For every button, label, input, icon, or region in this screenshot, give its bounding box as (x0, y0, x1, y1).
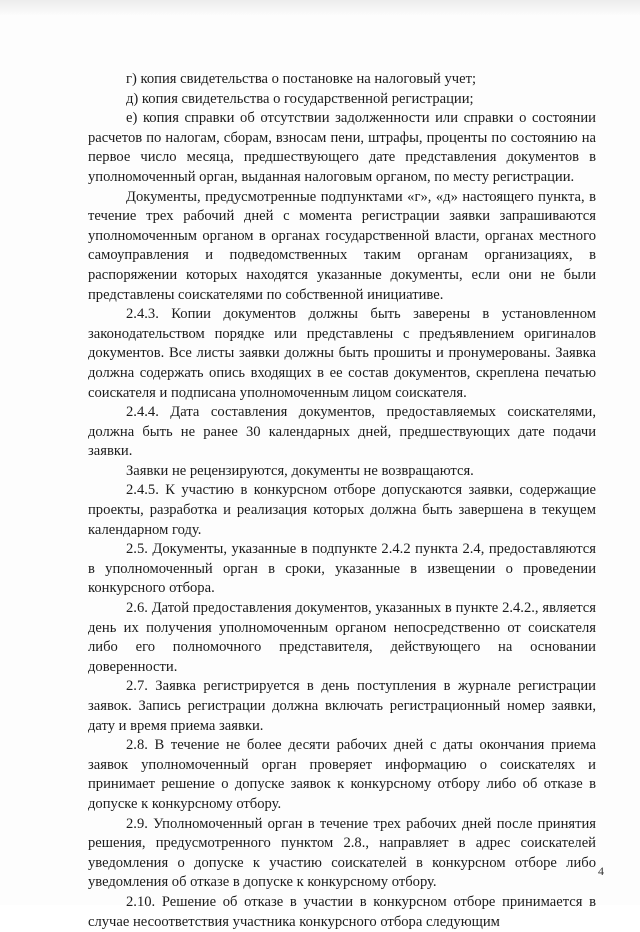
paragraph-item-e: е) копия справки об отсутствии задолженности или справки о состоянии расчетов по налогам, сборам, взносам пени, штрафы, проценты по состоянию на первое число месяца, предшествующего дате представления документов в уполномоченный орган, выданная налоговым органом, по месту регистрации. (88, 110, 596, 185)
paragraph-2-6: 2.6. Датой предоставления документов, указанных в пункте 2.4.2., является день их получения уполномоченным органом непосредственно от соискателя либо его полномочного представителя, действующего на основании доверенности. (88, 600, 596, 675)
paragraph-2-4-4: 2.4.4. Дата составления документов, предоставляемых соискателями, должна быть не ранее 30 календарных дней, предшествующих дате подачи заявки. (88, 404, 596, 460)
paragraph-2-4-5: 2.4.5. К участию в конкурсном отборе допускаются заявки, содержащие проекты, разработка и реализация которых должна быть завершена в текущем календарном году. (88, 482, 596, 538)
paragraph-item-d: д) копия свидетельства о государственной регистрации; (126, 90, 474, 107)
paragraph-documents-request: Документы, предусмотренные подпунктами «г», «д» настоящего пункта, в течение трех рабочий дней с момента регистрации заявки запрашиваются уполномоченным органом в органах государственной власти, органах местного самоуправления и подведомственных таким органам организациях, в распоряжении которых находятся указанные документы, если они не были представлены соискателями по собственной инициативе. (88, 188, 596, 303)
paragraph-2-7: 2.7. Заявка регистрируется в день поступления в журнале регистрации заявок. Запись регистрации должна включать регистрационный номер заявки, дату и время приема заявки. (88, 678, 596, 734)
paragraph-2-10: 2.10. Решение об отказе в участии в конкурсном отборе принимается в случае несоответствия участника конкурсного отбора следующим (88, 893, 596, 930)
scan-edge (0, 0, 640, 16)
page-number: 4 (598, 864, 604, 878)
paragraph-2-9: 2.9. Уполномоченный орган в течение трех рабочих дней после принятия решения, предусмотренного пунктом 2.8., направляет в адрес соискателей уведомления о допуске к участию соискателей в конкурсном отборе либо уведомления об отказе в допуске к конкурсному отбору. (88, 815, 596, 891)
paragraph-2-8: 2.8. В течение не более десяти рабочих дней с даты окончания приема заявок уполномоченный орган проверяет информацию о соискателях и принимает решение о допуске заявок к конкурсному отбору либо об отказе в допуске к конкурсному отбору. (88, 737, 596, 812)
paragraph-2-4-3: 2.4.3. Копии документов должны быть заверены в установленном законодательством порядке или представлены с предъявлением оригиналов документов. Все листы заявки должны быть прошиты и пронумерованы. Заявка должна содержать опись входящих в ее состав документов, скреплена печатью соискателя и подписана уполномоченным лицом соискателя. (88, 306, 596, 401)
paragraph-no-review: Заявки не рецензируются, документы не возвращаются. (126, 462, 474, 479)
document-body (88, 70, 596, 932)
paragraph-item-g: г) копия свидетельства о постановке на налоговый учет; (126, 71, 477, 87)
paragraph-2-5: 2.5. Документы, указанные в подпункте 2.4.2 пункта 2.4, предоставляются в уполномоченный орган в сроки, указанные в извещении о проведении конкурсного отбора. (88, 541, 596, 597)
